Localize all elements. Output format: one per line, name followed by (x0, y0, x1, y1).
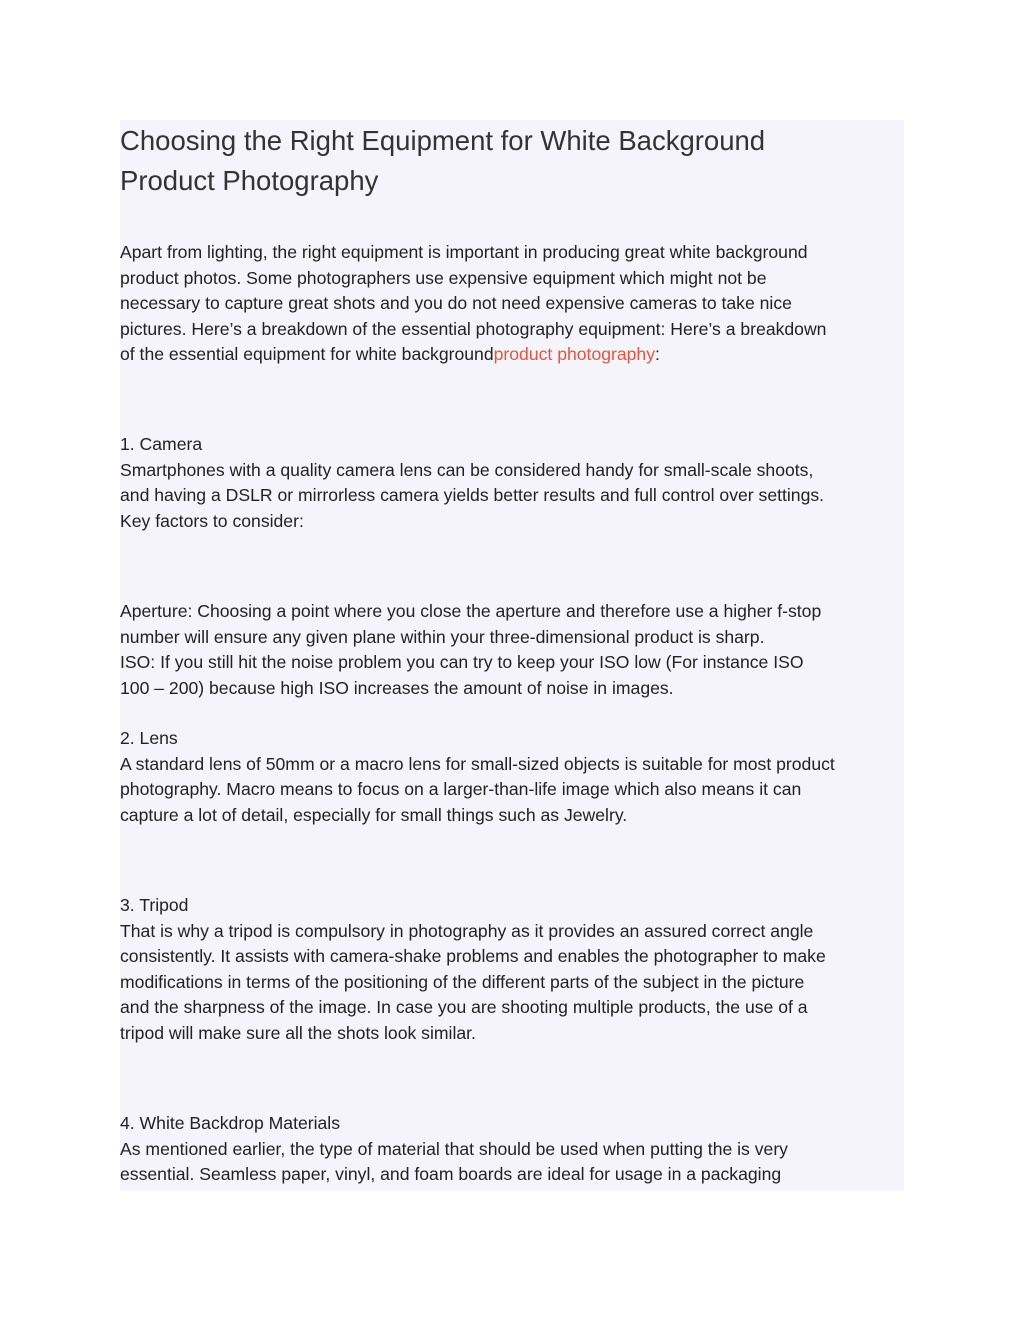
iso-line: 100 – 200) because high ISO increases the amount of noise in images. (120, 677, 674, 698)
intro-last-line (120, 342, 904, 368)
camera-section (120, 432, 904, 534)
backdrop-line: essential. Seamless paper, vinyl, and foam boards are ideal for usage in a packaging (120, 1164, 782, 1184)
lens-section (120, 726, 904, 828)
tripod-section (120, 893, 904, 1046)
intro-last-line-suffix: : (655, 344, 660, 364)
camera-heading: 1. Camera (120, 434, 203, 454)
intro-last-line-prefix: of the essential equipment for white background (120, 344, 494, 364)
backdrop-heading: 4. White Backdrop Materials (120, 1113, 341, 1133)
backdrop-section (120, 1111, 904, 1188)
tripod-heading: 3. Tripod (120, 895, 189, 915)
iso-line: ISO: If you still hit the noise problem you can try to keep your ISO low (For instance ISO (120, 652, 804, 672)
product-photography-link[interactable]: product photography (493, 344, 656, 364)
camera-factors-paragraph (120, 599, 904, 701)
intro-line: product photos. Some photographers use expensive equipment which might not be (120, 267, 767, 288)
intro-line: necessary to capture great shots and you do not need expensive cameras to take nice (120, 293, 792, 313)
document-title-line: Choosing the Right Equipment for White Background (120, 125, 766, 156)
tripod-line: tripod will make sure all the shots look similar. (120, 1022, 476, 1043)
camera-line: Smartphones with a quality camera lens can be considered handy for small-scale shoots, (120, 459, 814, 480)
lens-heading: 2. Lens (120, 728, 178, 748)
intro-paragraph (120, 240, 904, 368)
tripod-line: modifications in terms of the positioning of the different parts of the subject in the picture (120, 971, 805, 992)
lens-line: A standard lens of 50mm or a macro lens for small-sized objects is suitable for most product (120, 753, 835, 774)
document-title (120, 121, 904, 201)
intro-line: pictures. Here’s a breakdown of the essential photography equipment: Here’s a breakdown (120, 318, 827, 339)
document-content-panel (120, 120, 904, 1191)
backdrop-line: As mentioned earlier, the type of material that should be used when putting the is very (120, 1138, 788, 1159)
lens-line: capture a lot of detail, especially for small things such as Jewelry. (120, 804, 628, 825)
intro-line: Apart from lighting, the right equipment is important in producing great white background (120, 242, 808, 262)
lens-line: photography. Macro means to focus on a larger-than-life image which also means it can (120, 779, 802, 799)
camera-line: and having a DSLR or mirrorless camera yields better results and full control over settings. (120, 485, 825, 505)
document-title-line: Product Photography (120, 165, 379, 196)
tripod-line: and the sharpness of the image. In case you are shooting multiple products, the use of a (120, 997, 808, 1017)
tripod-line: That is why a tripod is compulsory in photography as it provides an assured correct angle (120, 920, 814, 941)
aperture-line: Aperture: Choosing a point where you close the aperture and therefore use a higher f-stop (120, 601, 822, 621)
aperture-line: number will ensure any given plane within your three-dimensional product is sharp. (120, 626, 765, 647)
tripod-line: consistently. It assists with camera-shake problems and enables the photographer to make (120, 946, 826, 966)
camera-line: Key factors to consider: (120, 510, 304, 531)
